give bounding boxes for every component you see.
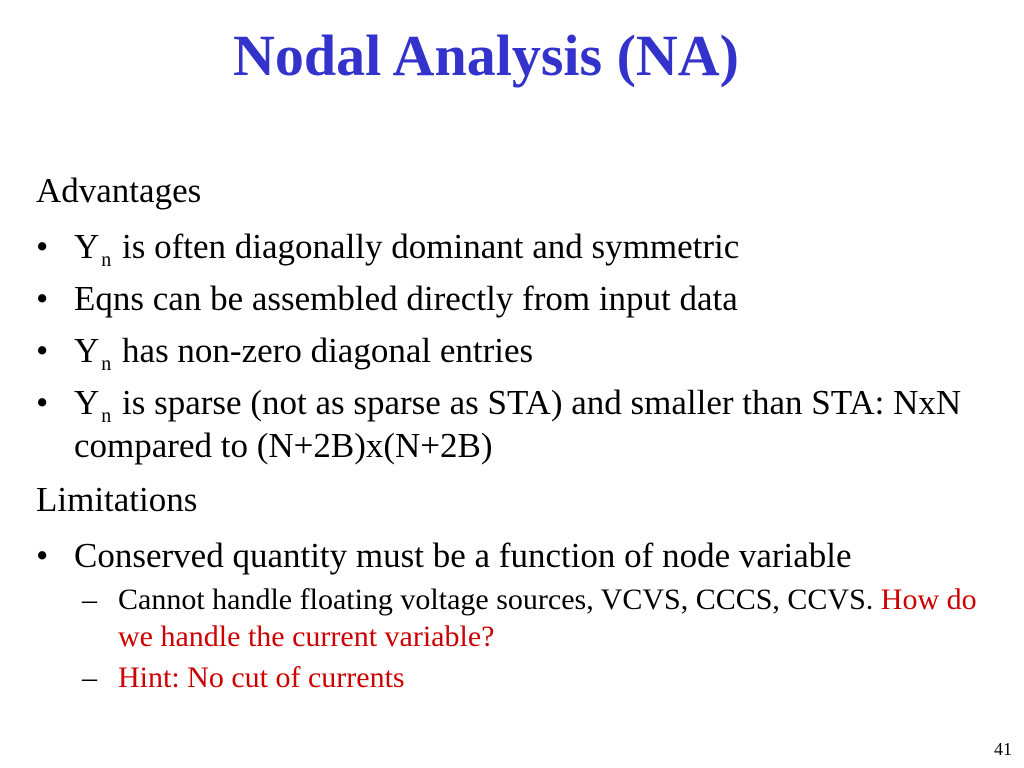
item-text: Conserved quantity must be a function of node variable <box>74 536 852 575</box>
bullet-marker: • <box>36 331 49 370</box>
symbol: Y <box>74 227 100 266</box>
limitations-heading: Limitations <box>36 480 198 519</box>
bullet-marker: • <box>36 536 49 575</box>
subscript: n <box>101 405 112 427</box>
item-text: is sparse (not as sparse as STA) and smaller than STA: NxN compared to (N+2B)x(N+2B) <box>74 383 962 465</box>
advantage-item-4 <box>36 381 996 467</box>
limitation-item-1 <box>36 534 996 577</box>
advantage-item-3 <box>36 329 996 375</box>
bullet-marker: • <box>36 383 49 422</box>
page-number: 41 <box>994 739 1012 759</box>
limitation-sub-item-2 <box>82 659 996 696</box>
highlight-text: How do we handle the current variable? <box>118 583 977 653</box>
dash-marker: – <box>82 583 97 616</box>
symbol: Y <box>74 331 100 370</box>
subscript: n <box>101 353 112 375</box>
slide-title: Nodal Analysis (NA) <box>233 23 739 88</box>
bullet-marker: • <box>36 279 49 318</box>
item-text: has non-zero diagonal entries <box>113 331 534 370</box>
limitation-sub-item-1 <box>82 581 996 655</box>
symbol: Y <box>74 383 100 422</box>
slide-body <box>36 164 996 696</box>
bullet-marker: • <box>36 227 49 266</box>
dash-marker: – <box>82 661 97 694</box>
item-text: is often diagonally dominant and symmetric <box>113 227 740 266</box>
highlight-text: Hint: No cut of currents <box>118 661 405 694</box>
subscript: n <box>101 249 112 271</box>
advantages-heading: Advantages <box>36 171 202 210</box>
item-text: Eqns can be assembled directly from input data <box>74 279 738 318</box>
advantage-item-2 <box>36 277 996 320</box>
sub-item-text: Cannot handle floating voltage sources, VCVS, CCCS, CCVS. <box>118 583 881 616</box>
advantage-item-1 <box>36 225 996 271</box>
